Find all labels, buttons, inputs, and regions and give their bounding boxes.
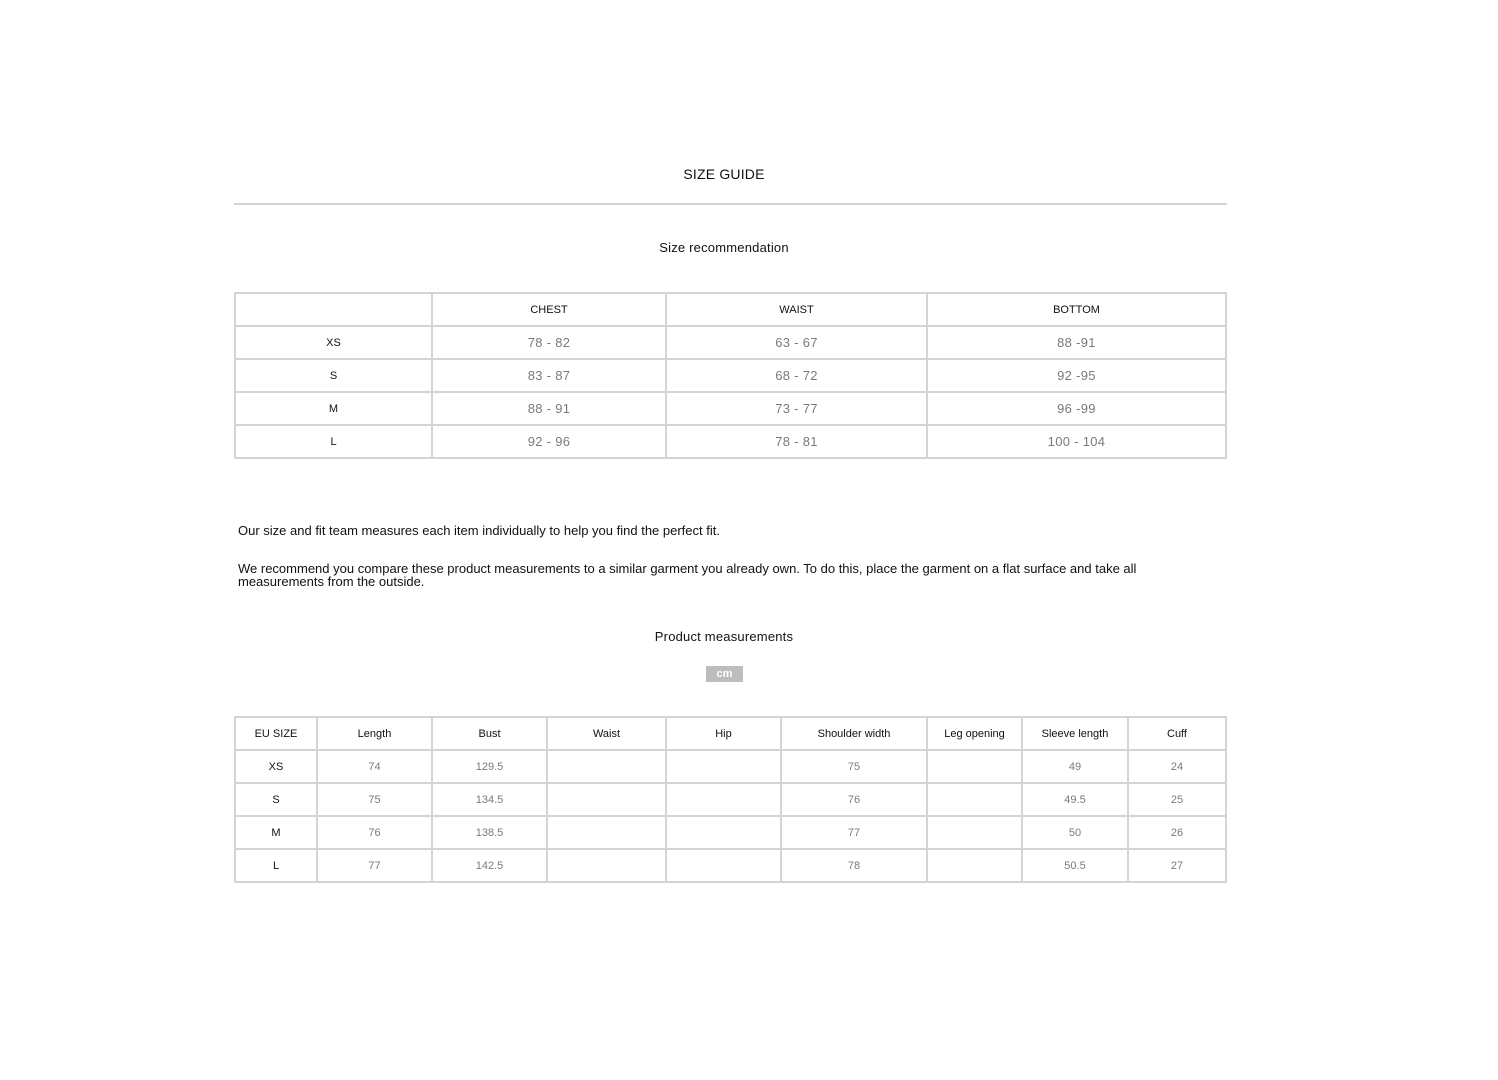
waist-cell: 63 - 67 [666, 326, 927, 359]
length-cell: 76 [317, 816, 432, 849]
size-cell: L [235, 849, 317, 882]
header-bust: Bust [432, 717, 547, 750]
bust-cell: 134.5 [432, 783, 547, 816]
measuring-instructions: We recommend you compare these product measurements to a similar garment you already own. To do this, place the garment on a flat surface and take all measurements from the outside. [238, 561, 1137, 589]
table-row [235, 783, 1226, 816]
header-leg-opening: Leg opening [927, 717, 1022, 750]
waist-cell: 68 - 72 [666, 359, 927, 392]
shoulder-cell: 78 [781, 849, 927, 882]
unit-cm-toggle[interactable]: cm [706, 666, 743, 682]
chest-cell: 92 - 96 [432, 425, 666, 458]
table-row [235, 425, 1226, 458]
size-cell: M [235, 392, 432, 425]
bottom-cell: 88 -91 [927, 326, 1226, 359]
leg-opening-cell [927, 849, 1022, 882]
bottom-cell: 92 -95 [927, 359, 1226, 392]
size-cell: XS [235, 750, 317, 783]
sleeve-cell: 49 [1022, 750, 1128, 783]
table-row [235, 849, 1226, 882]
waist-cell [547, 816, 666, 849]
shoulder-cell: 76 [781, 783, 927, 816]
shoulder-cell: 75 [781, 750, 927, 783]
leg-opening-cell [927, 816, 1022, 849]
table-row [235, 392, 1226, 425]
product-measurements-heading: Product measurements [654, 629, 794, 644]
product-measurements-table [234, 716, 1227, 883]
size-cell: S [235, 359, 432, 392]
header-length: Length [317, 717, 432, 750]
header-size [235, 293, 432, 326]
bust-cell: 138.5 [432, 816, 547, 849]
length-cell: 77 [317, 849, 432, 882]
waist-cell: 73 - 77 [666, 392, 927, 425]
bottom-cell: 96 -99 [927, 392, 1226, 425]
table-header-row [235, 717, 1226, 750]
length-cell: 75 [317, 783, 432, 816]
waist-cell [547, 750, 666, 783]
header-chest: CHEST [432, 293, 666, 326]
header-waist: WAIST [666, 293, 927, 326]
header-shoulder-width: Shoulder width [781, 717, 927, 750]
hip-cell [666, 750, 781, 783]
table-row [235, 326, 1226, 359]
bust-cell: 129.5 [432, 750, 547, 783]
header-sleeve-length: Sleeve length [1022, 717, 1128, 750]
leg-opening-cell [927, 750, 1022, 783]
title-divider [234, 203, 1227, 205]
size-cell: XS [235, 326, 432, 359]
header-bottom: BOTTOM [927, 293, 1226, 326]
header-eu-size: EU SIZE [235, 717, 317, 750]
sleeve-cell: 49.5 [1022, 783, 1128, 816]
chest-cell: 83 - 87 [432, 359, 666, 392]
table-row [235, 816, 1226, 849]
hip-cell [666, 816, 781, 849]
header-waist: Waist [547, 717, 666, 750]
size-cell: M [235, 816, 317, 849]
waist-cell: 78 - 81 [666, 425, 927, 458]
chest-cell: 88 - 91 [432, 392, 666, 425]
size-cell: S [235, 783, 317, 816]
header-hip: Hip [666, 717, 781, 750]
page-title: SIZE GUIDE [683, 166, 765, 182]
table-row [235, 750, 1226, 783]
cuff-cell: 26 [1128, 816, 1226, 849]
leg-opening-cell [927, 783, 1022, 816]
hip-cell [666, 849, 781, 882]
length-cell: 74 [317, 750, 432, 783]
hip-cell [666, 783, 781, 816]
table-header-row [235, 293, 1226, 326]
bust-cell: 142.5 [432, 849, 547, 882]
size-recommendation-heading: Size recommendation [659, 240, 789, 255]
sleeve-cell: 50 [1022, 816, 1128, 849]
bottom-cell: 100 - 104 [927, 425, 1226, 458]
table-row [235, 359, 1226, 392]
shoulder-cell: 77 [781, 816, 927, 849]
fit-team-note: Our size and fit team measures each item individually to help you find the perfect fit. [238, 523, 720, 538]
sleeve-cell: 50.5 [1022, 849, 1128, 882]
waist-cell [547, 783, 666, 816]
size-recommendation-table [234, 292, 1227, 459]
cuff-cell: 27 [1128, 849, 1226, 882]
chest-cell: 78 - 82 [432, 326, 666, 359]
waist-cell [547, 849, 666, 882]
header-cuff: Cuff [1128, 717, 1226, 750]
cuff-cell: 24 [1128, 750, 1226, 783]
cuff-cell: 25 [1128, 783, 1226, 816]
size-cell: L [235, 425, 432, 458]
